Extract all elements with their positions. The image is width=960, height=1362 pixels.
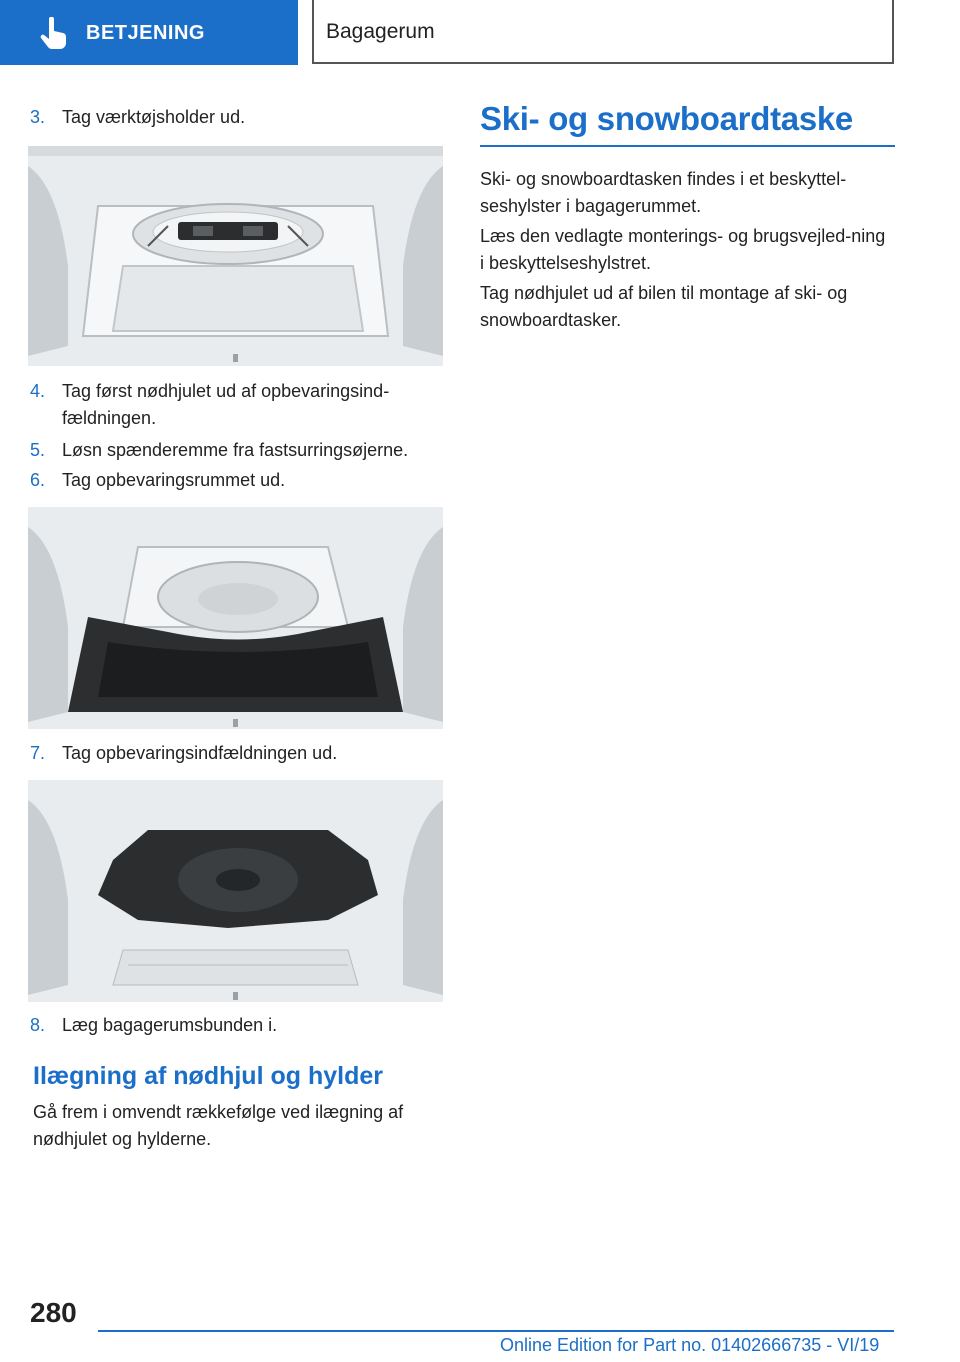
step-number: 8. — [30, 1015, 46, 1035]
section-paragraph: Gå frem i omvendt rækkefølge ved ilægning af nødhjulet og hylderne. — [33, 1102, 404, 1149]
paragraph-1: Ski- og snowboardtasken findes i et beskyttel-seshylster i bagagerummet. — [480, 169, 847, 216]
photo-tool-holder — [28, 146, 443, 366]
page-heading: Ski- og snowboardtaske — [480, 100, 853, 137]
breadcrumb — [312, 0, 894, 64]
photo-storage-compartment — [28, 507, 443, 729]
step-number: 7. — [30, 743, 46, 763]
section-tab — [0, 0, 298, 65]
step-text: Tag først nødhjulet ud af opbevaringsind-fældningen. — [62, 381, 390, 428]
pointing-hand-icon — [38, 17, 70, 51]
page-number: 280 — [30, 1297, 77, 1328]
step-number: 6. — [30, 470, 46, 490]
paragraph-2: Læs den vedlagte monterings- og brugsvejled-ning i beskyttelseshylstret. — [480, 226, 886, 273]
paragraph-3: Tag nødhjulet ud af bilen til montage af ski- og snowboardtasker. — [480, 283, 848, 330]
section-heading: Ilægning af nødhjul og hylder — [33, 1062, 383, 1090]
step-text: Tag værktøjsholder ud. — [62, 107, 246, 127]
photo-storage-insert — [28, 780, 443, 1002]
step-text: Tag opbevaringsrummet ud. — [62, 470, 286, 490]
step-number: 5. — [30, 440, 46, 460]
footer-rule — [98, 1330, 894, 1332]
step-number: 3. — [30, 107, 46, 127]
edition-link[interactable]: Online Edition for Part no. 01402666735 - VI/19 — [500, 1335, 880, 1355]
step-number: 4. — [30, 381, 46, 401]
step-text: Løsn spænderemme fra fastsurringsøjerne. — [62, 440, 409, 460]
section-label: BETJENING — [86, 22, 205, 44]
step-text: Tag opbevaringsindfældningen ud. — [62, 743, 338, 763]
breadcrumb-label: Bagagerum — [326, 20, 435, 43]
heading-rule — [480, 145, 895, 147]
step-text: Læg bagagerumsbunden i. — [62, 1015, 278, 1035]
